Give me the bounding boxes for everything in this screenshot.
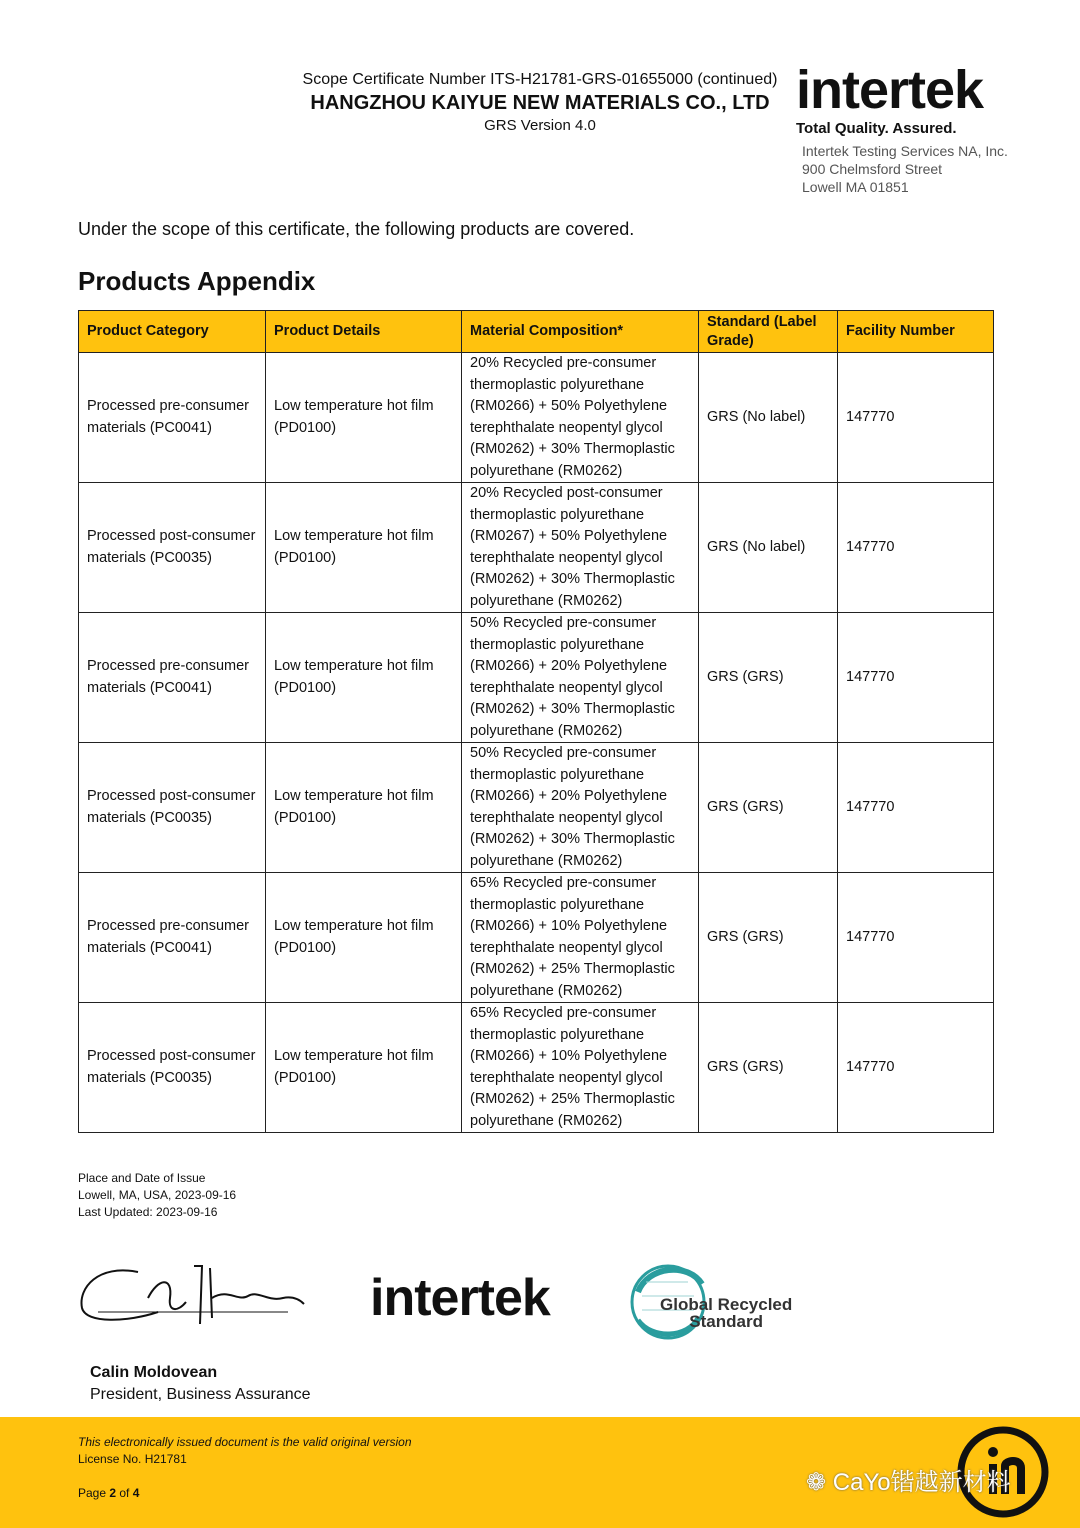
signer-name: Calin Moldovean bbox=[90, 1364, 218, 1381]
standard-cell: GRS (GRS) bbox=[699, 613, 838, 743]
issue-place-date: Lowell, MA, USA, 2023-09-16 bbox=[78, 1188, 237, 1202]
product-category-cell: Processed pre-consumer materials (PC0041) bbox=[79, 353, 266, 483]
facility-number-cell: 147770 bbox=[838, 873, 994, 1003]
product-category-cell: Processed post-consumer materials (PC0035) bbox=[79, 1003, 266, 1133]
grs-logo-text bbox=[660, 1296, 792, 1330]
wechat-icon: ❁ bbox=[806, 1469, 833, 1496]
product-category-cell: Processed pre-consumer materials (PC0041) bbox=[79, 873, 266, 1003]
license-number: License No. H21781 bbox=[78, 1452, 187, 1466]
certificate-number: Scope Certificate Number ITS-H21781-GRS-01655000 (continued) bbox=[302, 71, 778, 88]
intertek-logo-footer: intertek bbox=[370, 1269, 550, 1327]
column-header: Facility Number bbox=[838, 311, 994, 353]
standard-cell: GRS (GRS) bbox=[699, 743, 838, 873]
intertek-logo-word: intertek bbox=[796, 60, 984, 120]
signature-image bbox=[78, 1258, 308, 1334]
product-details-cell: Low temperature hot film (PD0100) bbox=[266, 1003, 462, 1133]
intro-text: Under the scope of this certificate, the following products are covered. bbox=[78, 219, 635, 239]
standard-cell: GRS (GRS) bbox=[699, 1003, 838, 1133]
page-total: 4 bbox=[132, 1486, 140, 1500]
watermark-text: CaYo锴越新材料 bbox=[832, 1469, 1011, 1496]
material-composition-cell: 65% Recycled pre-consumer thermoplastic polyurethane (RM0266) + 10% Polyethylene terephthalate neopentyl glycol (RM0262) + 25% Thermoplastic polyurethane (RM0262) bbox=[462, 873, 699, 1003]
standard-cell: GRS (GRS) bbox=[699, 873, 838, 1003]
table-row bbox=[79, 353, 994, 483]
facility-number-cell: 147770 bbox=[838, 353, 994, 483]
facility-number-cell: 147770 bbox=[838, 743, 994, 873]
intertek-tagline: Total Quality. Assured. bbox=[796, 120, 957, 137]
issue-info bbox=[78, 1170, 236, 1221]
material-composition-cell: 20% Recycled post-consumer thermoplastic polyurethane (RM0267) + 50% Polyethylene terephthalate neopentyl glycol (RM0262) + 30% Thermoplastic polyurethane (RM0262) bbox=[462, 483, 699, 613]
standard-cell: GRS (No label) bbox=[699, 483, 838, 613]
material-composition-cell: 50% Recycled pre-consumer thermoplastic polyurethane (RM0266) + 20% Polyethylene terephthalate neopentyl glycol (RM0262) + 30% Thermoplastic polyurethane (RM0262) bbox=[462, 743, 699, 873]
page-prefix: Page bbox=[78, 1486, 110, 1500]
table-row bbox=[79, 743, 994, 873]
table-row bbox=[79, 873, 994, 1003]
issue-label: Place and Date of Issue bbox=[78, 1171, 206, 1185]
table-row bbox=[79, 1003, 994, 1133]
last-updated: Last Updated: 2023-09-16 bbox=[78, 1205, 218, 1219]
column-header: Product Category bbox=[79, 311, 266, 353]
grs-logo-line: Global Recycled bbox=[660, 1295, 793, 1314]
product-details-cell: Low temperature hot film (PD0100) bbox=[266, 483, 462, 613]
product-details-cell: Low temperature hot film (PD0100) bbox=[266, 873, 462, 1003]
grs-logo-line: Standard bbox=[689, 1312, 763, 1331]
issuer-address bbox=[802, 142, 1008, 196]
product-details-cell: Low temperature hot film (PD0100) bbox=[266, 613, 462, 743]
address-line: 900 Chelmsford Street bbox=[802, 161, 943, 177]
column-header: Material Composition* bbox=[462, 311, 699, 353]
standard-cell: GRS (No label) bbox=[699, 353, 838, 483]
intertek-logo bbox=[796, 62, 983, 137]
material-composition-cell: 50% Recycled pre-consumer thermoplastic polyurethane (RM0266) + 20% Polyethylene terephthalate neopentyl glycol (RM0262) + 30% Thermoplastic polyurethane (RM0262) bbox=[462, 613, 699, 743]
facility-number-cell: 147770 bbox=[838, 483, 994, 613]
column-header: Product Details bbox=[266, 311, 462, 353]
page-title: Products Appendix bbox=[78, 266, 316, 296]
facility-number-cell: 147770 bbox=[838, 1003, 994, 1133]
company-name: HANGZHOU KAIYUE NEW MATERIALS CO., LTD bbox=[310, 92, 770, 114]
table-header-row bbox=[79, 311, 994, 353]
facility-number-cell: 147770 bbox=[838, 613, 994, 743]
product-category-cell: Processed post-consumer materials (PC0035) bbox=[79, 483, 266, 613]
page-number bbox=[78, 1486, 139, 1500]
address-line: Lowell MA 01851 bbox=[802, 179, 909, 195]
product-details-cell: Low temperature hot film (PD0100) bbox=[266, 743, 462, 873]
certificate-header bbox=[300, 70, 780, 136]
grs-version: GRS Version 4.0 bbox=[484, 117, 596, 134]
table-row bbox=[79, 483, 994, 613]
wechat-watermark bbox=[806, 1462, 1011, 1497]
material-composition-cell: 65% Recycled pre-consumer thermoplastic polyurethane (RM0266) + 10% Polyethylene terephthalate neopentyl glycol (RM0262) + 25% Thermoplastic polyurethane (RM0262) bbox=[462, 1003, 699, 1133]
footer-note: This electronically issued document is the valid original version bbox=[78, 1435, 412, 1449]
product-category-cell: Processed post-consumer materials (PC0035) bbox=[79, 743, 266, 873]
column-header: Standard (Label Grade) bbox=[699, 311, 838, 353]
products-table bbox=[78, 310, 994, 1133]
signer-role: President, Business Assurance bbox=[90, 1386, 311, 1403]
page-current: 2 bbox=[109, 1486, 117, 1500]
page-sep: of bbox=[116, 1486, 133, 1500]
product-category-cell: Processed pre-consumer materials (PC0041) bbox=[79, 613, 266, 743]
table-row bbox=[79, 613, 994, 743]
material-composition-cell: 20% Recycled pre-consumer thermoplastic polyurethane (RM0266) + 50% Polyethylene terephthalate neopentyl glycol (RM0262) + 30% Thermoplastic polyurethane (RM0262) bbox=[462, 353, 699, 483]
address-line: Intertek Testing Services NA, Inc. bbox=[802, 143, 1008, 159]
product-details-cell: Low temperature hot film (PD0100) bbox=[266, 353, 462, 483]
